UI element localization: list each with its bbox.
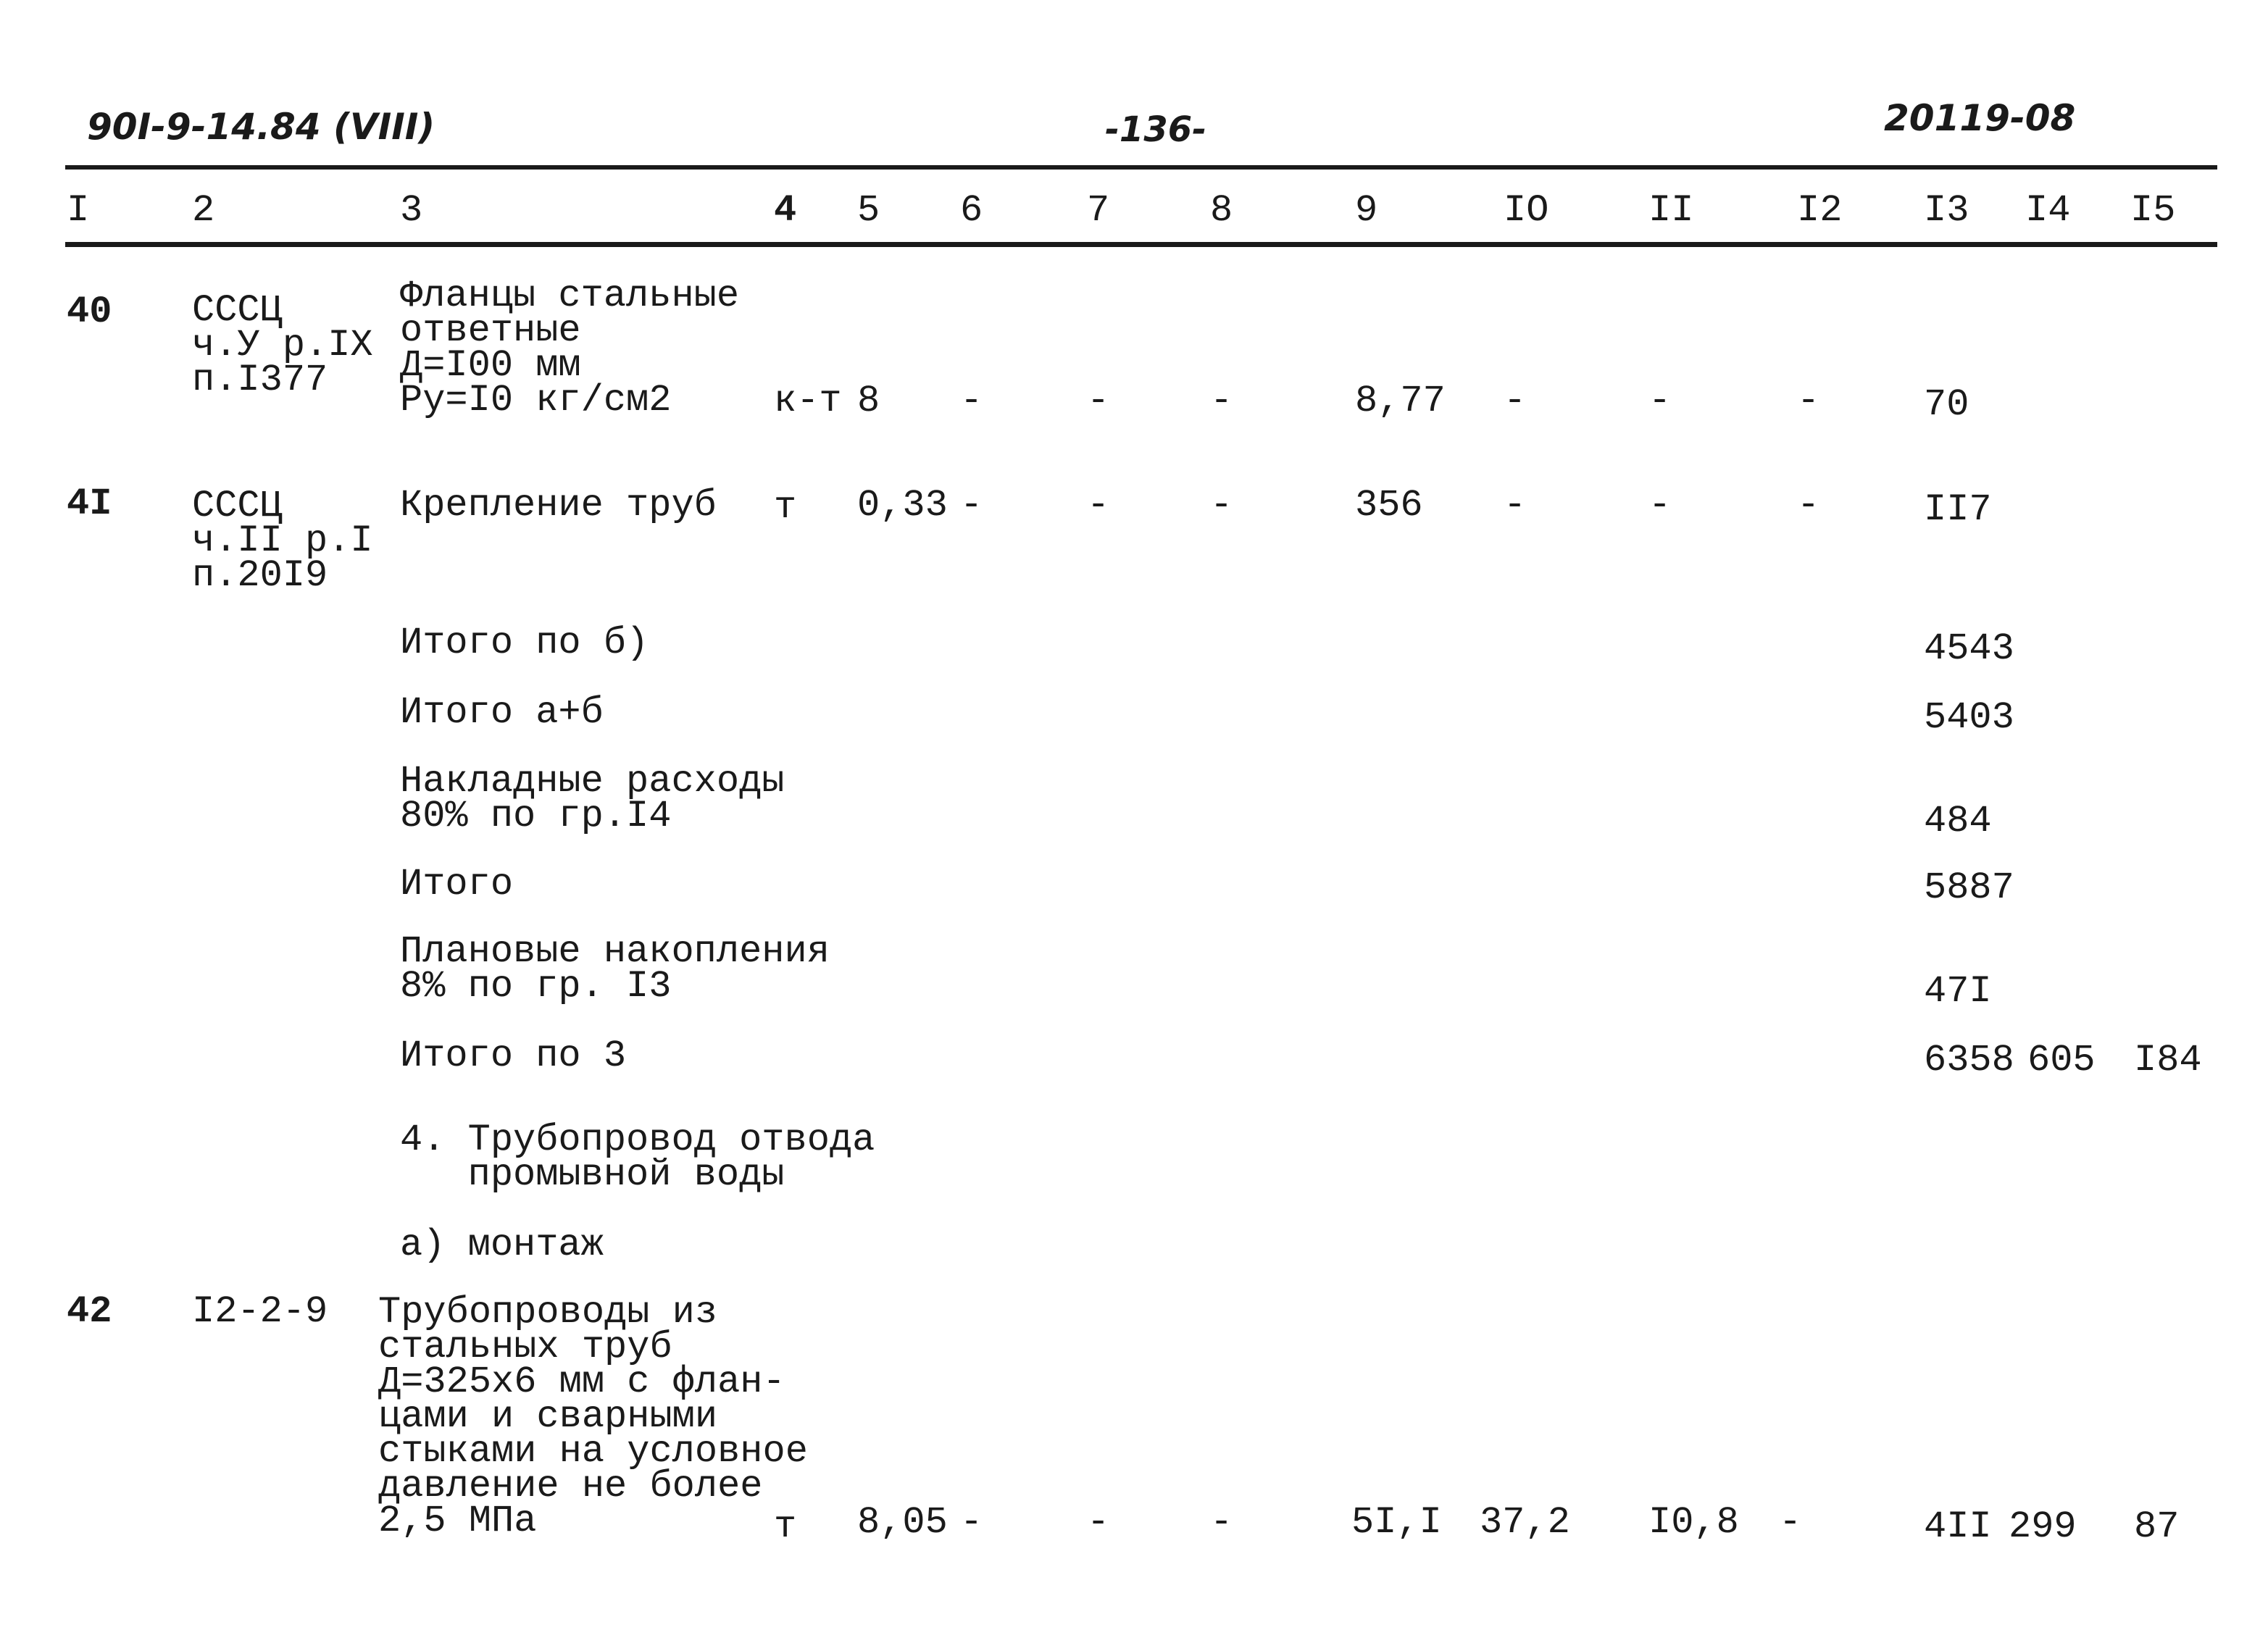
summary-label-itogo-b: Итого по б) — [400, 622, 649, 664]
row-col10: - — [1504, 380, 1527, 422]
col-header-15: I5 — [2130, 189, 2176, 232]
top-rule — [65, 165, 2217, 170]
header-rule — [65, 242, 2217, 247]
summary-label-overhead: Накладные расходы 80% по гр.I4 — [400, 760, 785, 837]
summary-value-itogo-3-col14: 605 — [2027, 1039, 2096, 1082]
summary-label-itogo-3: Итого по 3 — [400, 1035, 627, 1077]
row-description: Крепление труб — [400, 484, 717, 527]
summary-value-itogo: 5887 — [1924, 866, 2014, 909]
col-header-1: I — [67, 189, 90, 232]
row-col14: 299 — [2009, 1505, 2077, 1548]
col-header-10: IO — [1504, 189, 1549, 232]
col-header-13: I3 — [1924, 189, 1969, 232]
row-description: Трубопроводы из стальных труб Д=325х6 мм с флан- цами и сварными стыками на условное давление не более 2,5 МПа — [378, 1291, 808, 1542]
col-header-11: II — [1648, 189, 1694, 232]
summary-value-itogo-3-col13: 6358 — [1924, 1039, 2014, 1082]
row-unit: т — [774, 486, 797, 529]
section-4-subtitle: а) монтаж — [400, 1224, 604, 1266]
row-reference: СССЦ ч.II р.I п.20I9 — [192, 485, 373, 597]
row-col11: I0,8 — [1648, 1501, 1739, 1544]
summary-label-itogo: Итого — [400, 863, 514, 906]
row-col10: - — [1504, 484, 1527, 527]
document-code: 90I-9-14.84 (VIII) — [87, 106, 435, 148]
row-col7: - — [1087, 380, 1110, 422]
row-col9: 356 — [1355, 484, 1423, 527]
row-col15: 87 — [2134, 1505, 2180, 1548]
row-description: Фланцы стальные ответные Д=I00 мм Ру=I0 кг/см2 — [400, 275, 740, 422]
row-col6: - — [960, 380, 983, 422]
row-col7: - — [1087, 1501, 1110, 1544]
col-header-7: 7 — [1087, 189, 1110, 232]
section-4-title: 4. Трубопровод отвода промывной воды — [400, 1119, 875, 1196]
col-header-5: 5 — [857, 189, 880, 232]
summary-value-overhead: 484 — [1924, 800, 1992, 843]
row-col13: II7 — [1924, 488, 1992, 531]
row-col6: - — [960, 484, 983, 527]
row-number: 40 — [67, 291, 112, 333]
col-header-12: I2 — [1797, 189, 1843, 232]
summary-value-itogo-ab: 5403 — [1924, 696, 2014, 739]
row-col8: - — [1210, 380, 1233, 422]
row-col8: - — [1210, 1501, 1233, 1544]
row-col11: - — [1648, 484, 1672, 527]
row-col10: 37,2 — [1480, 1501, 1570, 1544]
row-col12: - — [1797, 380, 1820, 422]
row-col12: - — [1779, 1501, 1802, 1544]
summary-label-planned: Плановые накопления 8% по гр. I3 — [400, 930, 830, 1008]
row-col6: - — [960, 1501, 983, 1544]
summary-value-itogo-b: 4543 — [1924, 627, 2014, 670]
row-number: 4I — [67, 482, 112, 525]
row-col13: 4II — [1924, 1505, 1992, 1548]
col-header-8: 8 — [1210, 189, 1233, 232]
summary-label-itogo-ab: Итого а+б — [400, 691, 604, 734]
page-number: -136- — [1105, 109, 1207, 150]
row-col13: 70 — [1924, 383, 1969, 426]
summary-value-planned: 47I — [1924, 970, 1992, 1013]
row-number: 42 — [67, 1290, 112, 1333]
row-col12: - — [1797, 484, 1820, 527]
document-id: 20119-08 — [1884, 97, 2076, 139]
row-col5: 8 — [857, 380, 880, 422]
row-col9: 8,77 — [1355, 380, 1446, 422]
col-header-14: I4 — [2025, 189, 2071, 232]
row-col7: - — [1087, 484, 1110, 527]
row-col11: - — [1648, 380, 1672, 422]
row-unit: т — [774, 1505, 797, 1548]
row-col8: - — [1210, 484, 1233, 527]
row-col5: 0,33 — [857, 484, 948, 527]
col-header-2: 2 — [192, 189, 215, 232]
col-header-3: 3 — [400, 189, 423, 232]
col-header-6: 6 — [960, 189, 983, 232]
row-reference: I2-2-9 — [192, 1290, 328, 1333]
row-col9: 5I,I — [1351, 1501, 1442, 1544]
row-col5: 8,05 — [857, 1501, 948, 1544]
row-reference: СССЦ ч.У р.IX п.I377 — [192, 289, 373, 401]
col-header-9: 9 — [1355, 189, 1378, 232]
col-header-4: 4 — [774, 189, 797, 232]
summary-value-itogo-3-col15: I84 — [2134, 1039, 2202, 1082]
row-unit: к-т — [774, 380, 842, 422]
